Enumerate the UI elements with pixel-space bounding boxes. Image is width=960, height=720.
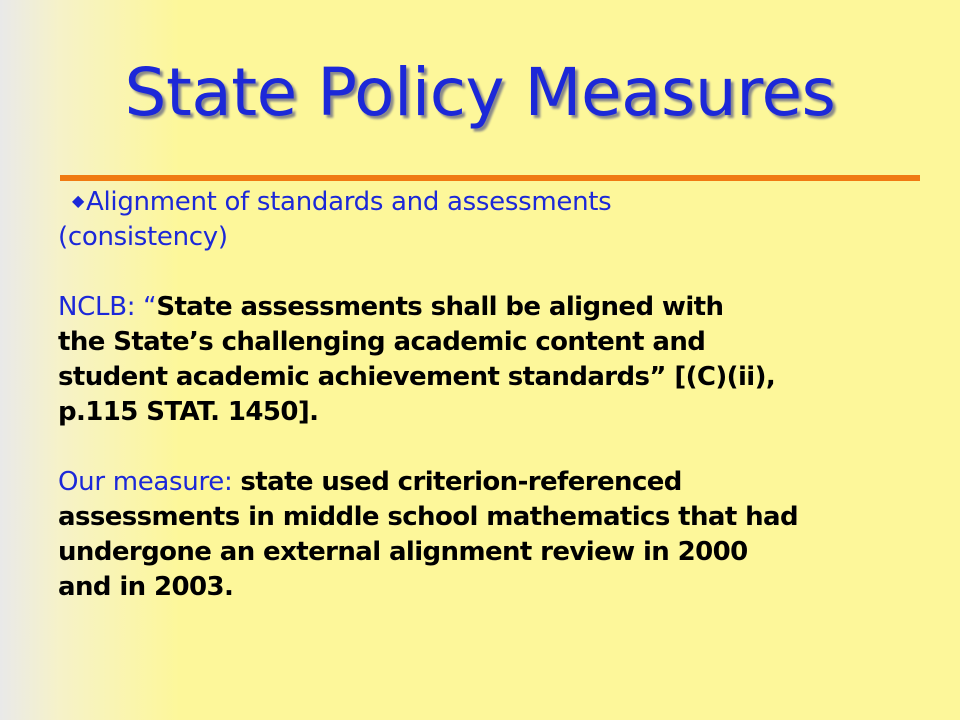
nclb-quote-line-4: p.115 STAT. 1450].: [58, 397, 319, 427]
bullet-item: [58, 183, 938, 220]
nclb-quote-line-3: student academic achievement standards” [(C)(ii),: [58, 362, 776, 392]
nclb-label: NCLB:: [58, 292, 144, 322]
nclb-quote-line-2: the State’s challenging academic content and: [58, 327, 706, 357]
measure-text-line-1: state used criterion-referenced: [240, 467, 682, 497]
measure-label: Our measure:: [58, 467, 241, 497]
measure-text-line-4: and in 2003.: [58, 572, 234, 602]
nclb-line-1: [58, 290, 938, 325]
slide-body: [58, 183, 938, 605]
measure-text-line-3: undergone an external alignment review in 2000: [58, 537, 748, 567]
title-divider: [60, 175, 920, 181]
bullet-text-line-2: (consistency): [58, 222, 228, 252]
slide-title: State Policy Measures: [124, 54, 836, 131]
measure-text-line-2: assessments in middle school mathematics that had: [58, 502, 799, 532]
measure-line-1: [58, 465, 938, 500]
bullet-text-line-1: Alignment of standards and assessments: [86, 187, 612, 217]
nclb-quote-line-1: State assessments shall be aligned with: [156, 292, 724, 322]
spacer: [58, 430, 938, 465]
spacer: [58, 255, 938, 290]
diamond-bullet-icon: ◆: [72, 191, 85, 210]
nclb-open-quote: “: [143, 292, 157, 322]
